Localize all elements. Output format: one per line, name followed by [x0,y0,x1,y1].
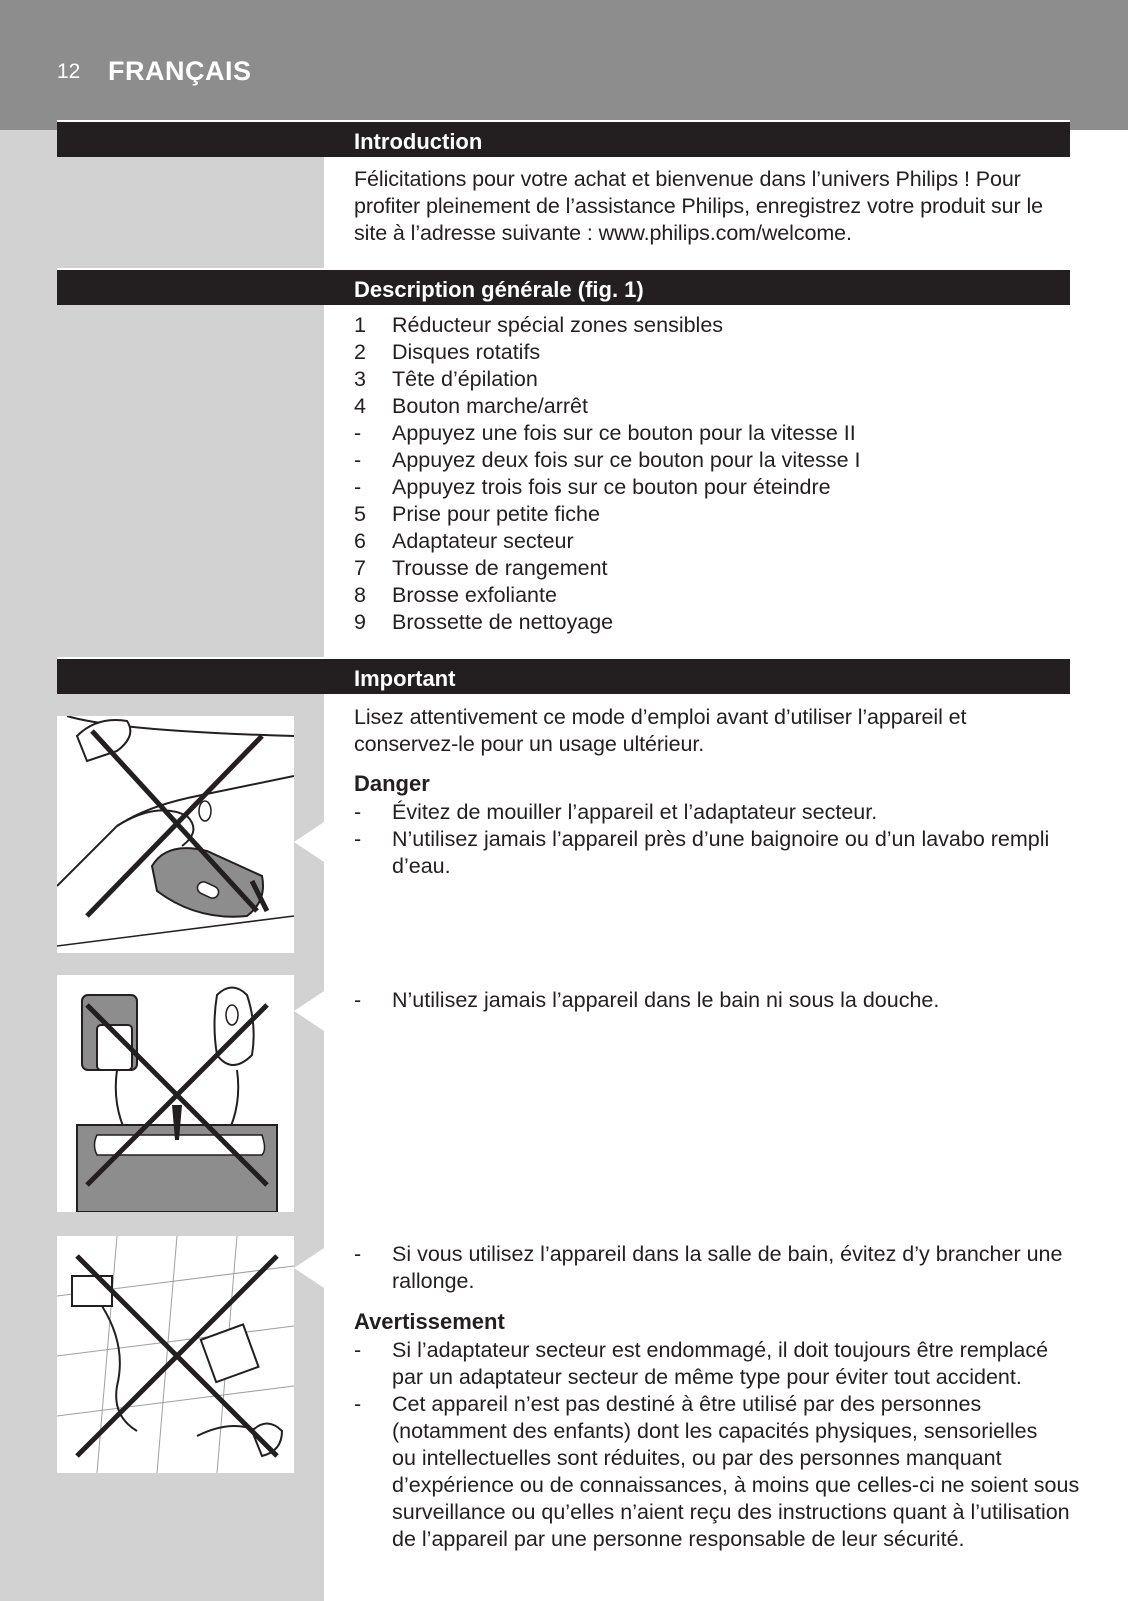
item-text: Prise pour petite fiche [392,502,600,526]
intro-line: Félicitations pour votre achat et bienvenue dans l’univers Philips ! Pour [354,167,1021,191]
danger-heading: Danger [354,771,430,796]
bath-warning-icon [57,975,294,1212]
item-text-continued: ou intellectuelles sont réduites, ou par des personnes manquant [392,1446,1002,1470]
section-bar-introduction [57,120,1070,157]
section-bar-description [57,268,1070,305]
intro-line: site à l’adresse suivante : www.philips.com/welcome. [354,221,852,245]
item-text-continued: d’expérience ou de connaissances, à moins que celles-ci ne soient sous [392,1473,1080,1497]
item-text-continued: (notamment des enfants) dont les capacités physiques, sensorielles [392,1419,1038,1443]
page-number: 12 [57,60,81,83]
section-title: Description générale (fig. 1) [354,277,644,302]
item-marker: 4 [354,394,366,418]
figure-pointer [294,1248,324,1288]
item-text: Trousse de rangement [392,556,608,580]
item-text: Si l’adaptateur secteur est endommagé, il doit toujours être remplacé [392,1338,1049,1362]
bullet-marker: - [354,800,362,824]
item-marker: 2 [354,340,366,364]
item-marker: 6 [354,529,366,553]
item-text: N’utilisez jamais l’appareil près d’une baignoire ou d’un lavabo rempli [392,827,1050,851]
item-text: N’utilisez jamais l’appareil dans le bain ni sous la douche. [392,988,940,1012]
item-text-continued: surveillance ou qu’elles n’aient reçu des instructions quant à l’utilisation [392,1500,1070,1524]
item-text: Réducteur spécial zones sensibles [392,313,724,337]
item-marker: 3 [354,367,366,391]
important-line: conservez-le pour un usage ultérieur. [354,732,705,756]
item-text-continued: de l’appareil par une personne responsable de leur sécurité. [392,1527,965,1551]
item-text: Si vous utilisez l’appareil dans la salle de bain, évitez d’y brancher une [392,1242,1063,1266]
item-marker: 5 [354,502,366,526]
illustration-bath-crossed [57,975,294,1212]
item-text: Disques rotatifs [392,340,541,364]
item-text-continued: rallonge. [392,1269,475,1293]
extension-warning-icon [57,1236,294,1473]
intro-line: profiter pleinement de l’assistance Philips, enregistrez votre produit sur le [354,194,1044,218]
section-title: Important [354,666,456,691]
item-marker: 9 [354,610,366,634]
bullet-marker: - [354,1392,362,1416]
section-title: Introduction [354,129,483,154]
item-text: Bouton marche/arrêt [392,394,588,418]
illustration-water-crossed [57,716,294,953]
bullet-marker: - [354,827,362,851]
bullet-marker: - [354,1338,362,1362]
item-text: Adaptateur secteur [392,529,574,553]
section-bar-important [57,657,1070,694]
illustration-extension-crossed [57,1236,294,1473]
item-text: Brosse exfoliante [392,583,557,607]
item-marker: 7 [354,556,366,580]
item-text: Brossette de nettoyage [392,610,614,634]
water-warning-icon [57,716,294,953]
item-text: Évitez de mouiller l’appareil et l’adaptateur secteur. [392,800,878,824]
item-marker: 8 [354,583,366,607]
important-line: Lisez attentivement ce mode d’emploi avant d’utiliser l’appareil et [354,705,967,729]
item-text: Appuyez trois fois sur ce bouton pour éteindre [392,475,831,499]
item-text: Appuyez deux fois sur ce bouton pour la vitesse I [392,448,861,472]
figure-pointer [294,991,324,1031]
item-marker: - [354,421,362,445]
item-text-continued: par un adaptateur secteur de même type pour éviter tout accident. [392,1365,1022,1389]
item-marker: - [354,475,362,499]
item-marker: - [354,448,362,472]
item-marker: 1 [354,313,366,337]
figure-pointer [294,822,324,862]
item-text: Cet appareil n’est pas destiné à être utilisé par des personnes [392,1392,982,1416]
item-text: Tête d’épilation [392,367,538,391]
item-text: Appuyez une fois sur ce bouton pour la vitesse II [392,421,856,445]
bullet-marker: - [354,1242,362,1266]
bullet-marker: - [354,988,362,1012]
item-text-continued: d’eau. [392,854,451,878]
warning-heading: Avertissement [354,1309,505,1334]
language-heading: FRANÇAIS [108,56,252,86]
